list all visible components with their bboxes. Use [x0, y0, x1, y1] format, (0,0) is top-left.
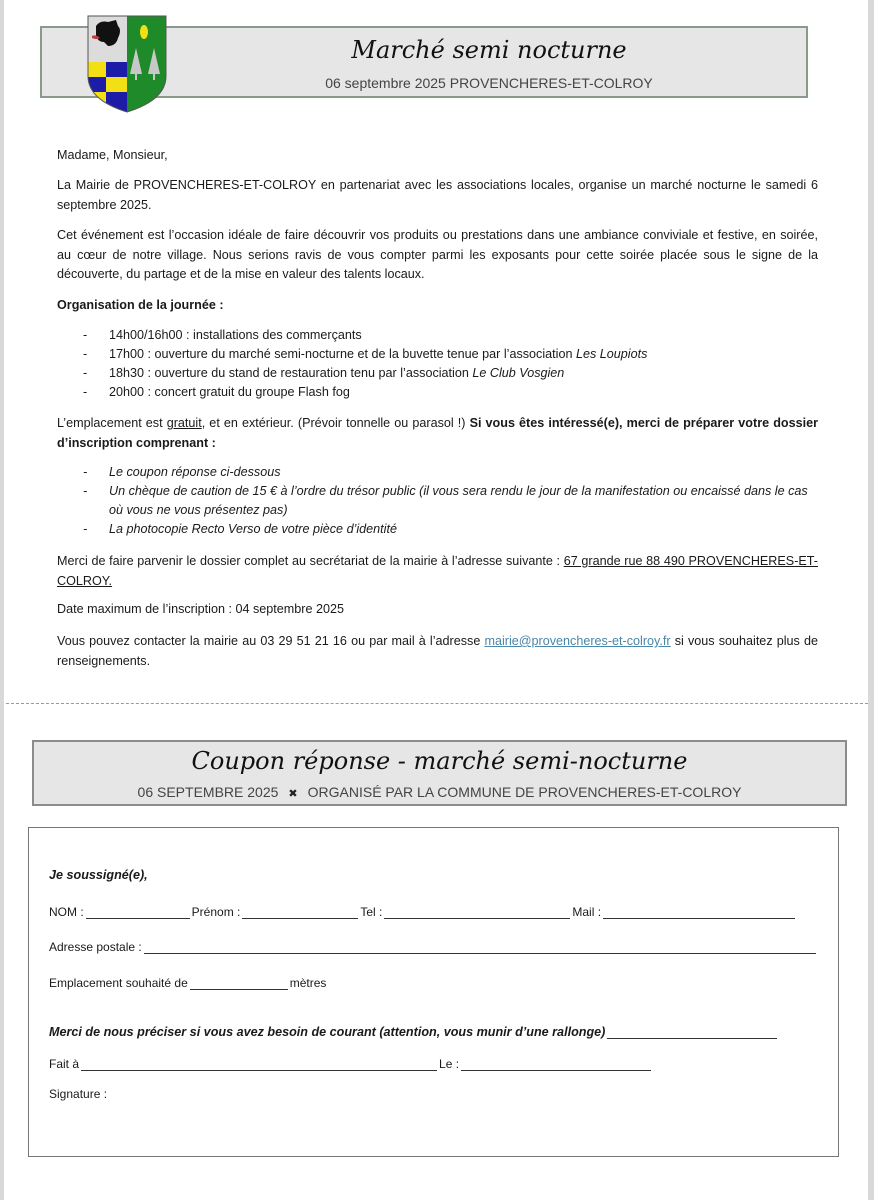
dossier-item: - La photocopie Recto Verso de votre pièce d’identité [57, 520, 818, 539]
tel-field[interactable] [384, 906, 570, 919]
address-row: Adresse postale : [49, 940, 818, 954]
description-paragraph: Cet événement est l’occasion idéale de faire découvrir vos produits ou prestations dans une ambiance conviviale et festive, en soirée, au cœur de notre village. Nous serions ravis de vous compter parmi les exposants pour cette soirée placée sous le signe de la découverte, du partage et de la mise en valeur des talents locaux. [57, 228, 818, 281]
send-paragraph: Merci de faire parvenir le dossier complet au secrétariat de la mairie à l’adresse suivante : 67 grande rue 88 490 PROVENCHERES-ET-COLROY. [57, 554, 818, 588]
location-size-field[interactable] [190, 977, 288, 990]
cross-icon: ✖ [288, 788, 298, 800]
prenom-field[interactable] [242, 906, 358, 919]
page-title: Marché semi nocturne [351, 36, 627, 64]
coupon-title: Coupon réponse - marché semi-nocturne [191, 747, 688, 775]
page-edge-left [0, 0, 4, 1200]
greeting: Madame, Monsieur, [57, 148, 168, 162]
place-date-row: Fait à Le : [49, 1057, 653, 1071]
identity-row: NOM : Prénom : Tel : Mail : [49, 905, 797, 919]
date-field[interactable] [461, 1058, 651, 1071]
nom-field[interactable] [86, 906, 190, 919]
signature-area[interactable] [49, 1110, 809, 1150]
schedule-item: - 14h00/16h00 : installations des commerçants [57, 326, 818, 345]
contact-paragraph: Vous pouvez contacter la mairie au 03 29 51 21 16 ou par mail à l’adresse mairie@provencheres-et-colroy.fr si vous souhaitez plus de renseignements. [57, 634, 818, 668]
dossier-item: - Le coupon réponse ci-dessous [57, 463, 818, 482]
power-field[interactable] [607, 1026, 777, 1039]
page-subtitle: 06 septembre 2025 PROVENCHERES-ET-COLROY [325, 75, 653, 91]
intro-paragraph: La Mairie de PROVENCHERES-ET-COLROY en partenariat avec les associations locales, organise un marché nocturne le samedi 6 septembre 2025. [57, 178, 818, 212]
coupon-form [28, 827, 839, 1157]
location-size-row: Emplacement souhaité de mètres [49, 976, 327, 990]
cut-line-separator [6, 703, 868, 704]
power-row: Merci de nous préciser si vous avez besoin de courant (attention, vous munir d’une rallonge) [49, 1025, 779, 1039]
contact-email-link[interactable]: mairie@provencheres-et-colroy.fr [484, 634, 671, 648]
signature-row [49, 1087, 107, 1101]
deadline: Date maximum de l’inscription : 04 septembre 2025 [57, 602, 344, 616]
schedule-list [57, 326, 818, 402]
schedule-item: - 18h30 : ouverture du stand de restauration tenu par l’association Le Club Vosgien [57, 364, 818, 383]
form-heading: Je soussigné(e), [49, 868, 148, 882]
coupon-subtitle: 06 SEPTEMBRE 2025 ✖ ORGANISÉ PAR LA COMMUNE DE PROVENCHERES-ET-COLROY [137, 784, 742, 800]
address-field[interactable] [144, 941, 816, 954]
dossier-item: - Un chèque de caution de 15 € à l’ordre du trésor public (il vous sera rendu le jour de la manifestation ou encaissé dans le cas où vous ne vous présentez pas) [57, 482, 818, 520]
schedule-item: - 17h00 : ouverture du marché semi-nocturne et de la buvette tenue par l’association Les Loupiots [57, 345, 818, 364]
fait-a-field[interactable] [81, 1058, 437, 1071]
schedule-heading: Organisation de la journée : [57, 298, 224, 312]
mail-field[interactable] [603, 906, 795, 919]
location-paragraph: L’emplacement est gratuit, et en extérieur. (Prévoir tonnelle ou parasol !) Si vous êtes intéressé(e), merci de préparer votre dossier d’inscription comprenant : [57, 416, 818, 450]
coat-of-arms-icon [86, 14, 168, 114]
mairie-address: 67 grande rue 88 490 PROVENCHERES-ET-COLROY. [57, 554, 818, 588]
dossier-list [57, 463, 818, 539]
schedule-item: - 20h00 : concert gratuit du groupe Flash fog [57, 383, 818, 402]
page-edge-right [868, 0, 874, 1200]
coupon-banner [32, 740, 847, 806]
signature-label: Signature : [49, 1087, 108, 1101]
